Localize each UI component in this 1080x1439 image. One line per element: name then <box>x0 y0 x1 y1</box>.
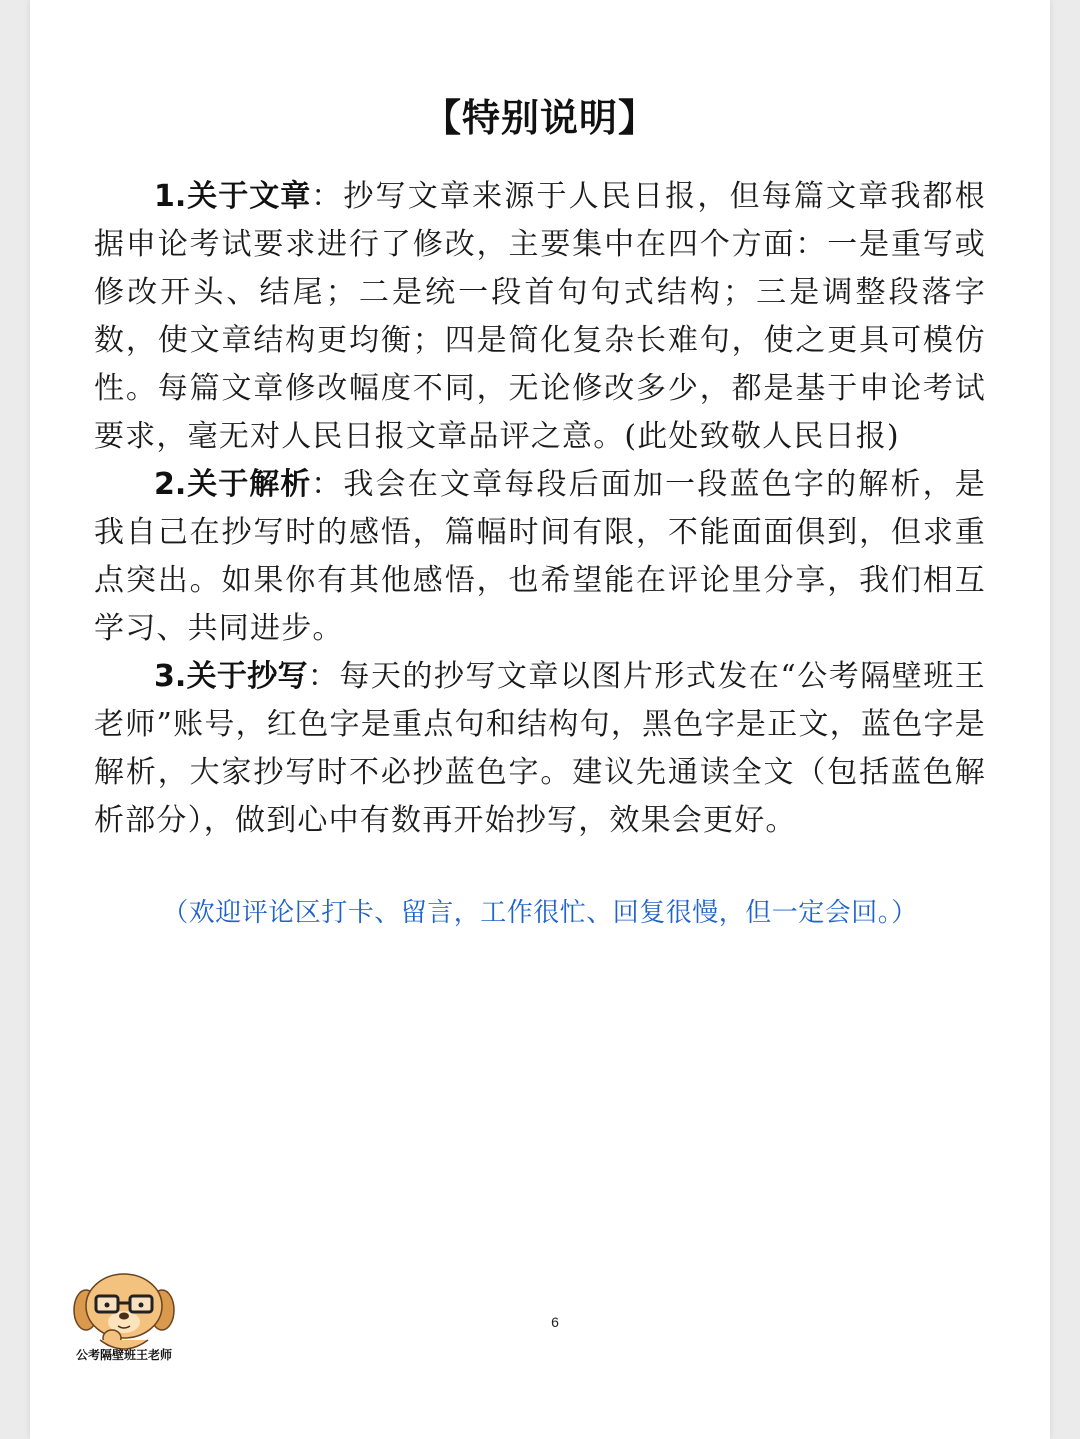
comment-note: （欢迎评论区打卡、留言，工作很忙、回复很慢，但一定会回。） <box>162 898 918 928</box>
paragraph-text: ：每天的抄写文章以图片形式发在“公考隔壁班王老师”账号，红色字是重点句和结构句，黑色字是正文，蓝色字是解析，大家抄写时不必抄蓝色字。建议先通读全文（包括蓝色解析部分），做到心中有数再开始抄写，效果会更好。 <box>94 659 986 838</box>
page-number: 6 <box>551 1314 559 1330</box>
author-logo <box>70 1262 190 1382</box>
body-text <box>94 173 986 845</box>
paragraph-text: ：我会在文章每段后面加一段蓝色字的解析，是我自己在抄写时的感悟，篇幅时间有限，不能面面俱到，但求重点突出。如果你有其他感悟，也希望能在评论里分享，我们相互学习、共同进步。 <box>94 467 986 646</box>
paragraph-about-copying <box>94 653 986 845</box>
paragraph-text: ：抄写文章来源于人民日报，但每篇文章我都根据申论考试要求进行了修改，主要集中在四个方面：一是重写或修改开头、结尾；二是统一段首句句式结构；三是调整段落字数，使文章结构更均衡；四是简化复杂长难句，使之更具可模仿性。每篇文章修改幅度不同，无论修改多少，都是基于申论考试要求，毫无对人民日报文章品评之意。(此处致敬人民日报) <box>94 179 986 454</box>
paragraph-about-analysis <box>94 461 986 653</box>
paragraph-heading: 2.关于解析 <box>154 467 312 502</box>
cartoon-dog-with-glasses-icon <box>72 1268 176 1352</box>
paragraph-about-article <box>94 173 986 461</box>
paragraph-heading: 1.关于文章 <box>154 179 312 214</box>
paragraph-heading: 3.关于抄写 <box>154 659 308 694</box>
document-page <box>30 0 1050 1439</box>
page-title: 【特别说明】 <box>422 96 657 140</box>
logo-caption: 公考隔壁班王老师 <box>75 1348 172 1362</box>
